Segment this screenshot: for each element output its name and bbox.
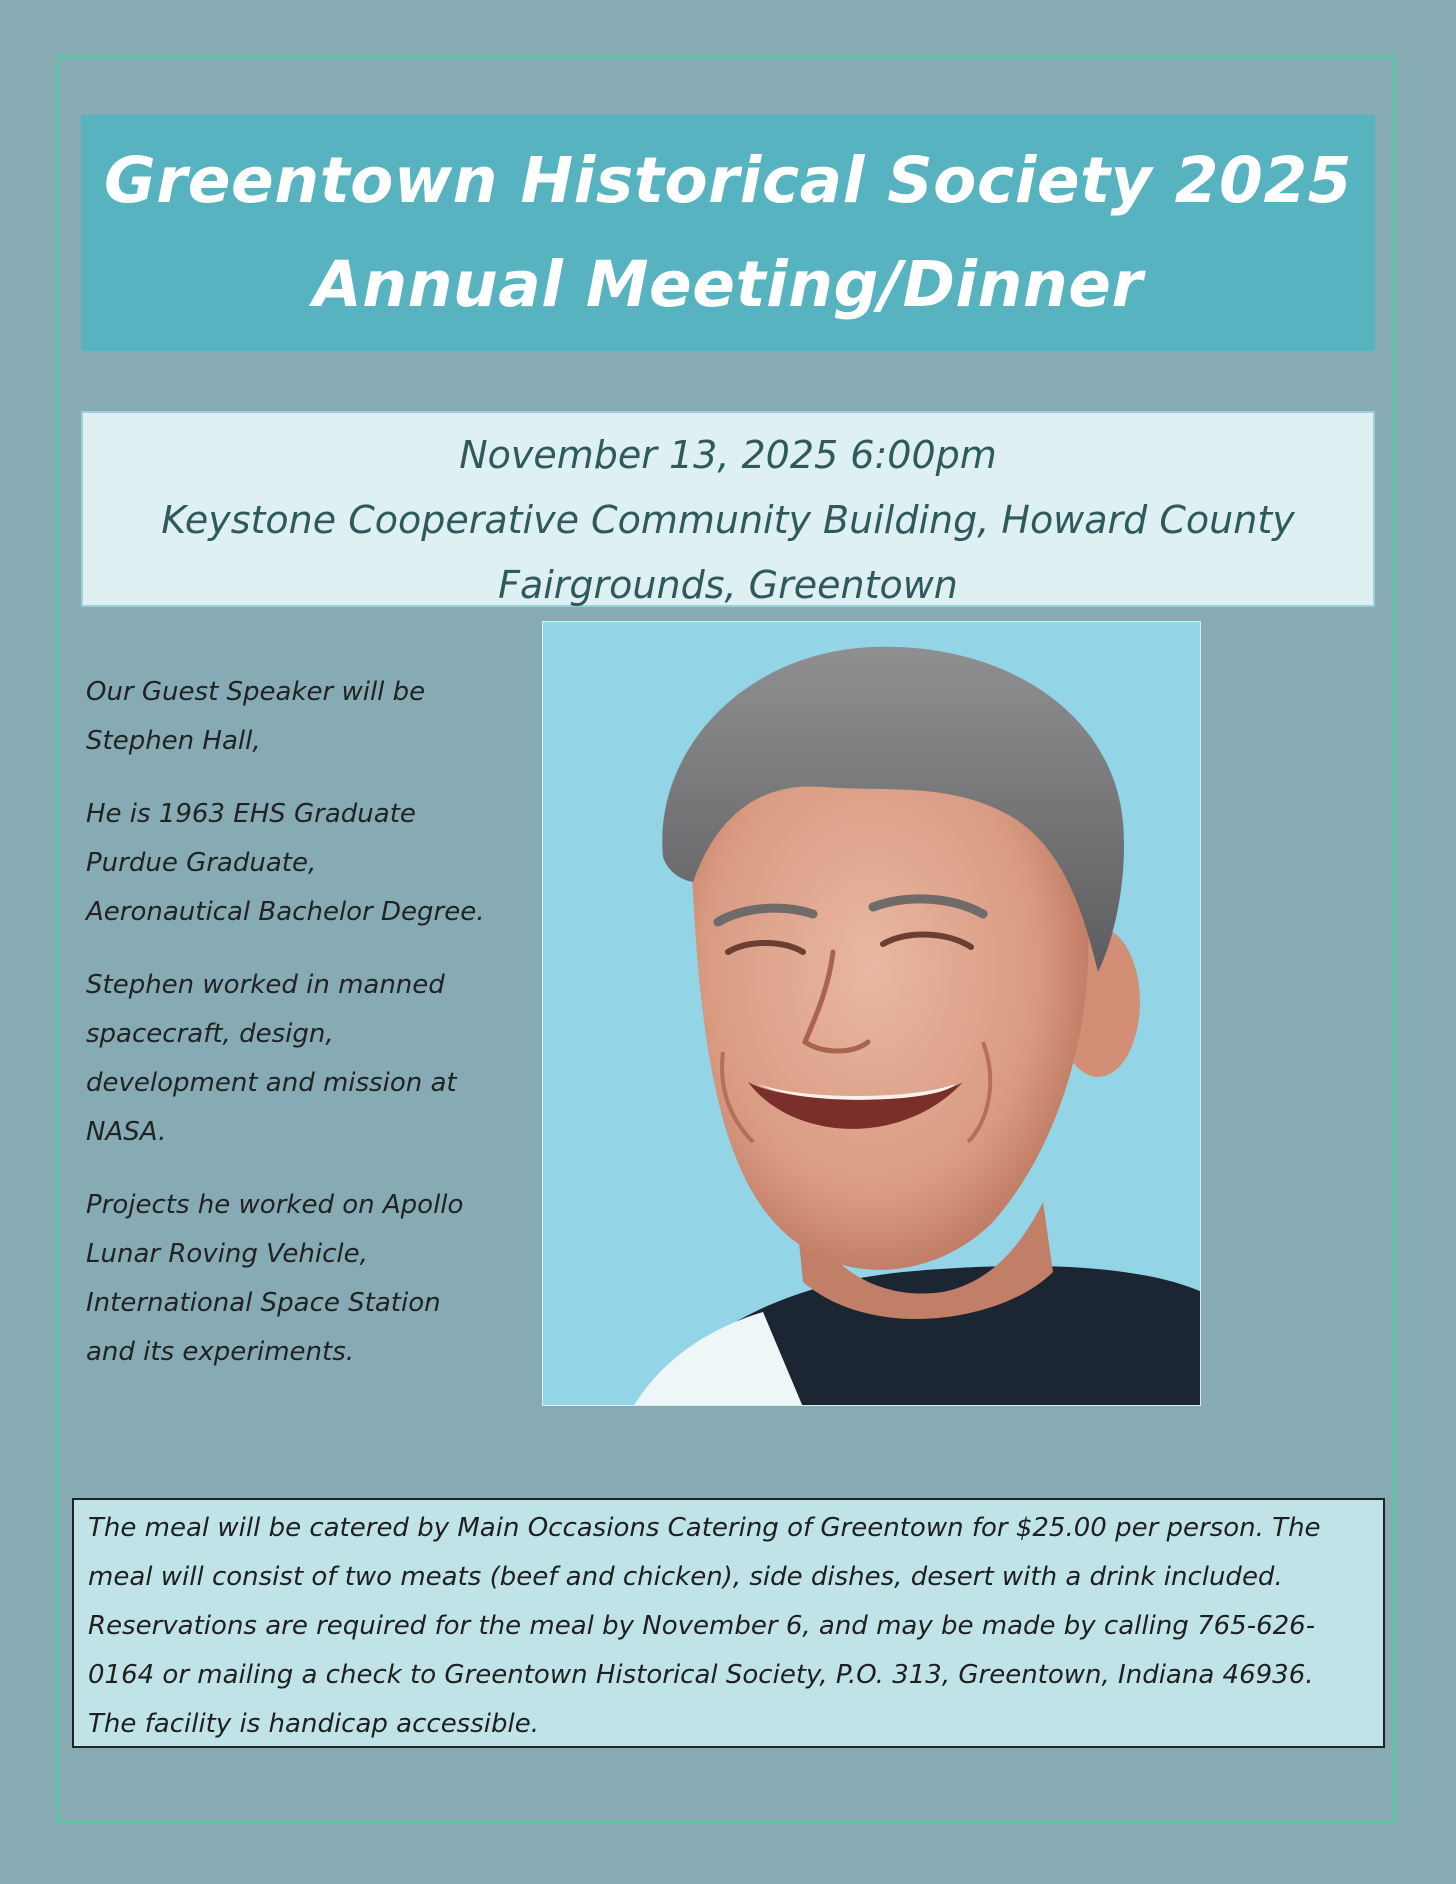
speaker-education: He is 1963 EHS Graduate Purdue Graduate, Aeronautical Bachelor Degree. [86, 799, 485, 927]
title-banner [81, 115, 1375, 351]
speaker-bio [86, 668, 486, 1401]
meal-text: The meal will be catered by Main Occasions Catering of Greentown for $25.00 per person. The meal will consist of two meats (beef and chicken), side dishes, desert with a drink included. Reservations are required for the meal by November 6, and may be made by calling 765-626-0164 or mailing a check to Greentown Historical Society, P.O. 313, Greentown, Indiana 46936. The facility is handicap accessible. [88, 1513, 1321, 1739]
event-location-line-1: Keystone Cooperative Community Building, Howard County [161, 498, 1295, 542]
event-info-box [81, 411, 1375, 607]
speaker-projects: Projects he worked on Apollo Lunar Roving Vehicle, International Space Station and its experiments. [86, 1190, 464, 1367]
speaker-intro: Our Guest Speaker will be Stephen Hall, [86, 677, 426, 756]
event-datetime: November 13, 2025 6:00pm [459, 433, 997, 477]
title-line-2: Annual Meeting/Dinner [312, 248, 1144, 321]
speaker-photo [542, 621, 1201, 1406]
title-line-1: Greentown Historical Society 2025 [103, 144, 1352, 217]
event-location-line-2: Fairgrounds, Greentown [498, 563, 958, 607]
speaker-work: Stephen worked in manned spacecraft, design, development and mission at NASA. [86, 970, 457, 1147]
meal-info-box [72, 1498, 1385, 1748]
